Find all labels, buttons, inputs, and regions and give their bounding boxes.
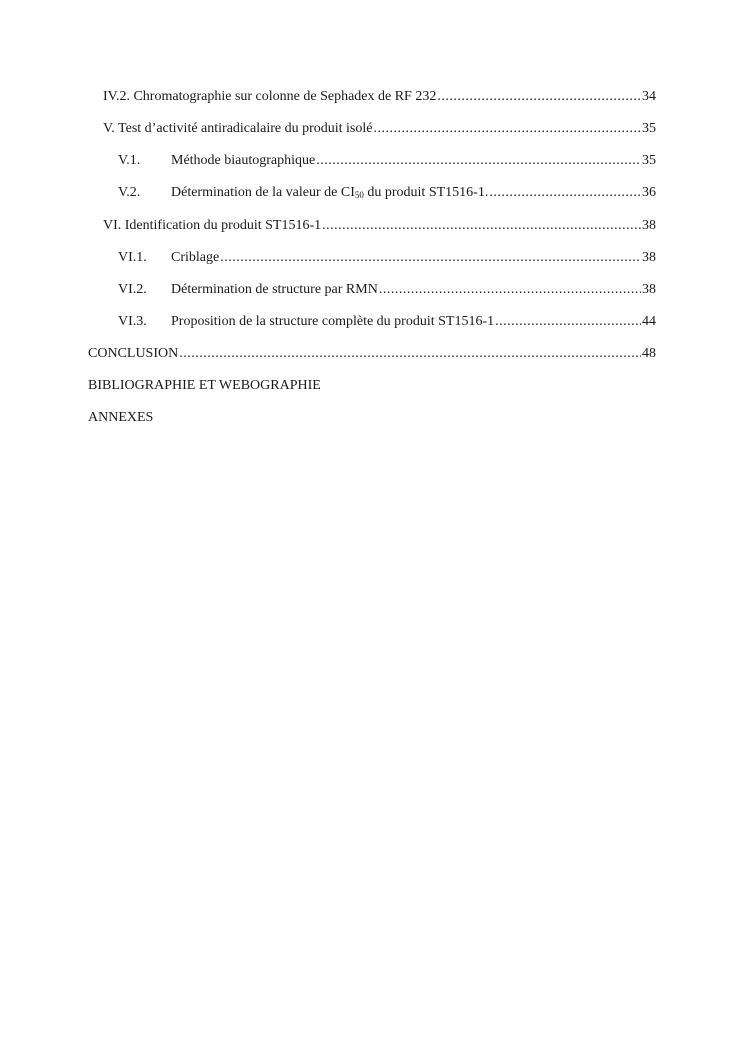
toc-entry-conclusion[interactable] — [88, 344, 656, 364]
toc-entry-iv-2[interactable] — [103, 87, 656, 107]
toc-entry-v[interactable] — [103, 119, 656, 139]
dot-leader — [316, 151, 641, 171]
toc-entry-page: 38 — [642, 250, 656, 265]
toc-entry-title: BIBLIOGRAPHIE ET WEBOGRAPHIE — [88, 378, 321, 393]
toc-entry-page: 34 — [642, 89, 656, 104]
dot-leader — [489, 183, 641, 203]
toc-entry-title: VI. Identification du produit ST1516-1 — [103, 218, 322, 233]
toc-entry-title: ANNEXES — [88, 410, 154, 425]
dot-leader — [322, 216, 641, 236]
toc-entry-title: IV.2. Chromatographie sur colonne de Sephadex de RF 232 — [103, 89, 437, 104]
toc-entry-title: Proposition de la structure complète du produit ST1516-1 — [171, 314, 495, 329]
toc-entry-number: V.2. — [118, 185, 141, 200]
toc-entry-page: 38 — [642, 218, 656, 233]
toc-entry-page: 36 — [642, 185, 656, 200]
toc-entry-page: 35 — [642, 153, 656, 168]
toc-entry-annexes[interactable] — [88, 408, 656, 428]
dot-leader — [379, 280, 641, 300]
toc-entry-number: V.1. — [118, 153, 141, 168]
subscript-50: 50 — [354, 190, 364, 200]
toc-entry-title — [171, 183, 488, 203]
toc-entry-page: 44 — [642, 314, 656, 329]
toc-entry-title-part: Détermination de la valeur de CI — [171, 185, 355, 200]
toc-entry-title: V. Test d’activité antiradicalaire du produit isolé — [103, 121, 373, 136]
dot-leader — [373, 119, 641, 139]
toc-entry-number: VI.3. — [118, 314, 147, 329]
toc-entry-page: 35 — [642, 121, 656, 136]
toc-entry-v-1[interactable] — [118, 151, 656, 171]
toc-entry-page: 48 — [642, 346, 656, 361]
dot-leader — [179, 344, 641, 364]
toc-entry-vi-3[interactable] — [118, 312, 656, 332]
toc-entry-title: Détermination de structure par RMN — [171, 282, 378, 297]
toc-entry-vi[interactable] — [103, 216, 656, 236]
dot-leader — [437, 87, 641, 107]
toc-entry-v-2[interactable] — [118, 183, 656, 203]
toc-entry-number: VI.2. — [118, 282, 147, 297]
toc-entry-title: CONCLUSION — [88, 346, 179, 361]
dot-leader — [220, 248, 641, 268]
dot-leader — [495, 312, 641, 332]
toc-entry-vi-1[interactable] — [118, 248, 656, 268]
toc-entry-number: VI.1. — [118, 250, 147, 265]
toc-entry-page: 38 — [642, 282, 656, 297]
toc-entry-title-part: du produit ST1516-1. — [363, 185, 489, 200]
toc-entry-vi-2[interactable] — [118, 280, 656, 300]
toc-entry-title: Méthode biautographique — [171, 153, 316, 168]
toc-entry-title: Criblage — [171, 250, 220, 265]
toc-entry-bibliographie[interactable] — [88, 376, 656, 396]
